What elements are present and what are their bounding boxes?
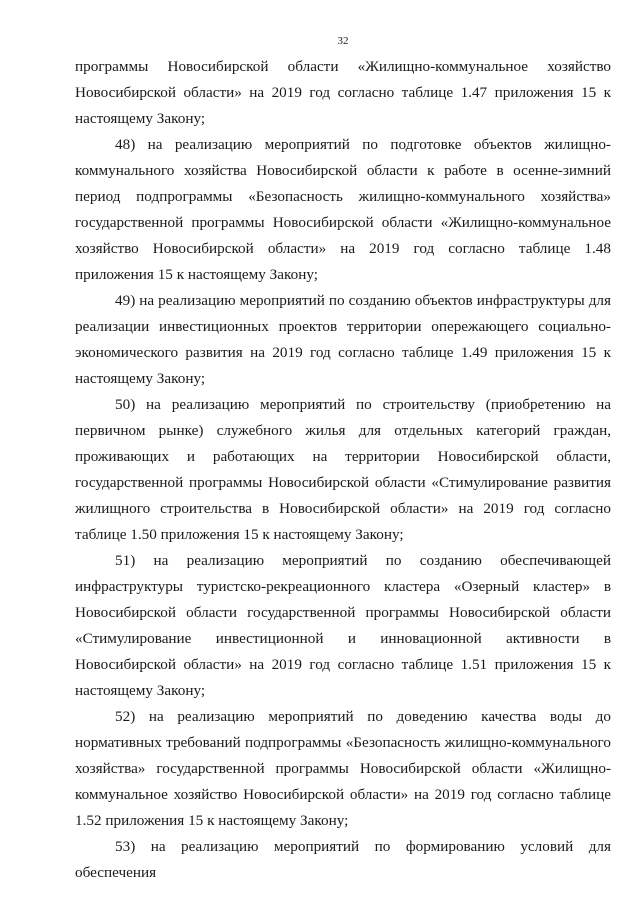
document-page: [75, 34, 611, 886]
paragraph-item-53: 53) на реализацию мероприятий по формированию условий для обеспечения: [75, 838, 611, 881]
paragraph-item-48: 48) на реализацию мероприятий по подготовке объектов жилищно-коммунального хозяйства Новосибирской области к работе в осенне-зимний период подпрограммы «Безопасность жилищно-коммунального хозяйства» государственной программы Новосибирской области «Жилищно-коммунальное хозяйство Новосибирской области» на 2019 год согласно таблице 1.48 приложения 15 к настоящему Закону;: [75, 136, 611, 283]
paragraph-item-52: 52) на реализацию мероприятий по доведению качества воды до нормативных требований подпрограммы «Безопасность жилищно-коммунального хозяйства» государственной программы Новосибирской области «Жилищно-коммунальное хозяйство Новосибирской области» на 2019 год согласно таблице 1.52 приложения 15 к настоящему Закону;: [75, 708, 611, 829]
document-body: [75, 54, 611, 886]
paragraph-item-50: 50) на реализацию мероприятий по строительству (приобретению на первичном рынке) служебного жилья для отдельных категорий граждан, проживающих и работающих на территории Новосибирской области, государственной программы Новосибирской области «Стимулирование развития жилищного строительства в Новосибирской области» на 2019 год согласно таблице 1.50 приложения 15 к настоящему Закону;: [75, 396, 611, 543]
page-number: 32: [337, 35, 349, 47]
paragraph-item-51: 51) на реализацию мероприятий по созданию обеспечивающей инфраструктуры туристско-рекреационного кластера «Озерный кластер» в Новосибирской области государственной программы Новосибирской области «Стимулирование инвестиционной и инновационной активности в Новосибирской области» на 2019 год согласно таблице 1.51 приложения 15 к настоящему Закону;: [75, 552, 611, 699]
paragraph-item-49: 49) на реализацию мероприятий по созданию объектов инфраструктуры для реализации инвестиционных проектов территории опережающего социально-экономического развития на 2019 год согласно таблице 1.49 приложения 15 к настоящему Закону;: [75, 292, 611, 387]
paragraph-continuation: программы Новосибирской области «Жилищно-коммунальное хозяйство Новосибирской области» на 2019 год согласно таблице 1.47 приложения 15 к настоящему Закону;: [75, 58, 611, 127]
